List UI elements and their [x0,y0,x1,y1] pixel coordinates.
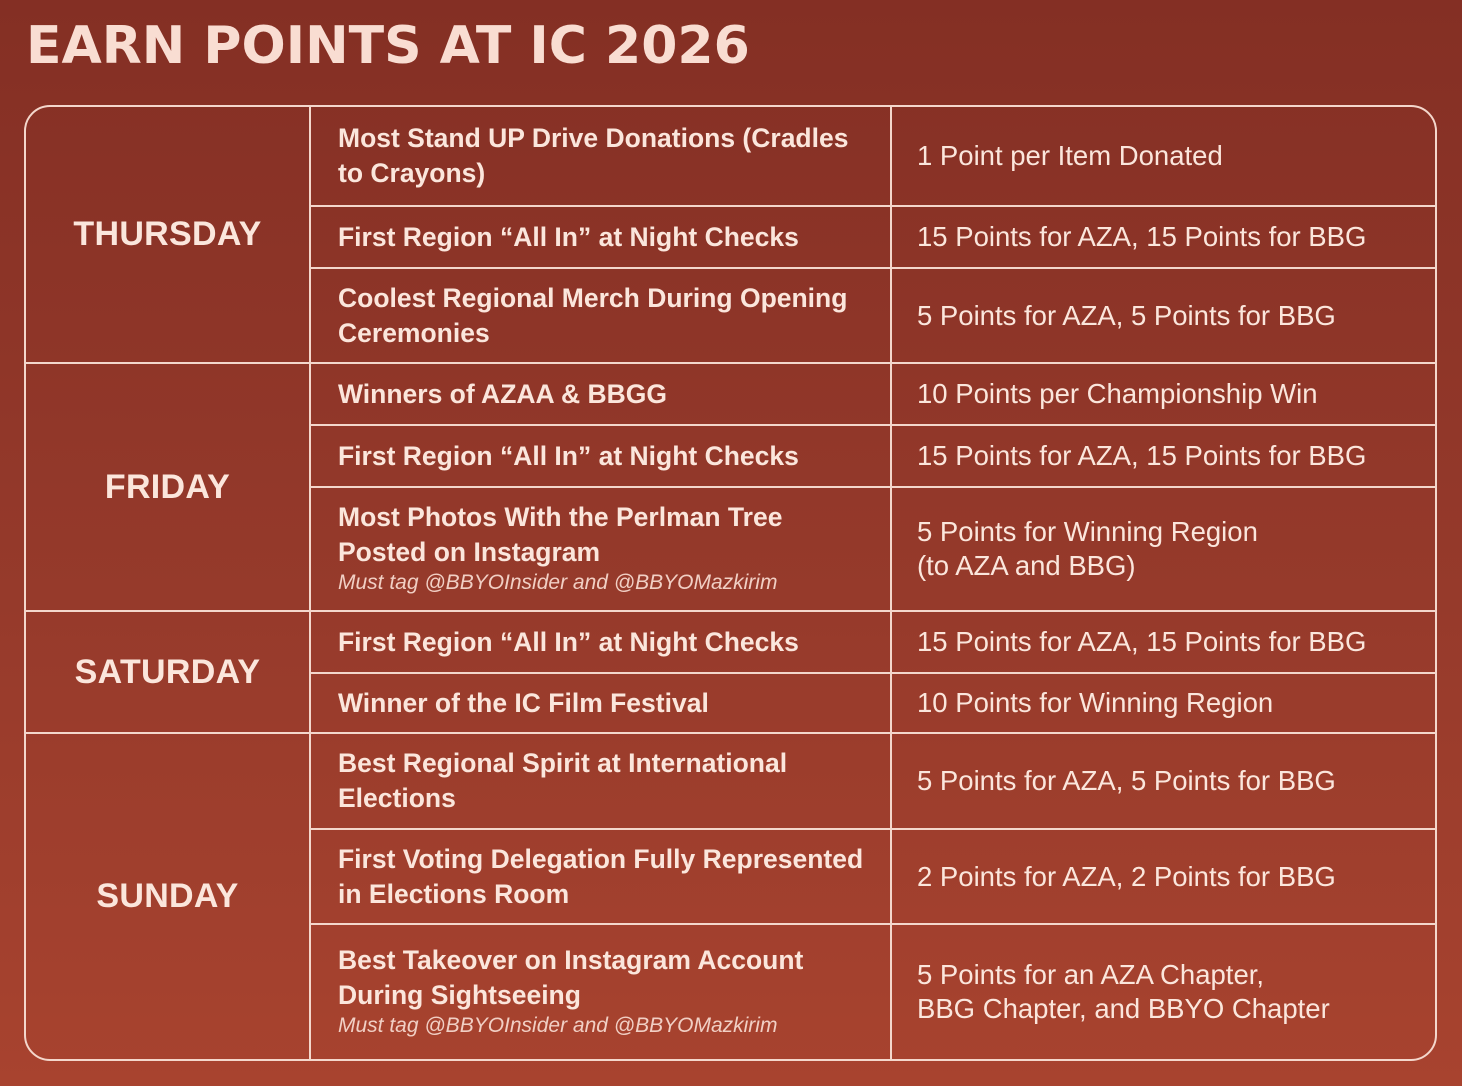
day-block-saturday [26,612,1435,734]
day-block-thursday [26,107,1435,364]
points-cell: 2 Points for AZA, 2 Points for BBG [917,860,1336,892]
table-row [311,426,1435,488]
table-row [311,364,1435,426]
points-cell: 5 Points for AZA, 5 Points for BBG [917,299,1336,331]
points-cell: 15 Points for AZA, 15 Points for BBG [917,221,1367,252]
points-cell: 10 Points per Championship Win [917,378,1318,409]
activity-rows [311,107,1435,362]
activity-cell [311,364,892,424]
activity-name: Winner of the IC Film Festival [338,687,709,718]
points-table [24,105,1437,1061]
activity-name: First Region “All In” at Night Checks [338,221,799,252]
day-block-friday [26,364,1435,612]
day-label-sunday: SUNDAY [26,734,311,1059]
table-row [311,488,1435,610]
points-cell: 15 Points for AZA, 15 Points for BBG [917,626,1367,657]
table-row [311,734,1435,830]
activity-name: Best Regional Spirit at International Elections [338,748,788,813]
activity-name: Most Stand UP Drive Donations (Cradles to Crayons) [338,123,849,188]
day-block-sunday [26,734,1435,1059]
points-cell: 1 Point per Item Donated [917,140,1223,171]
activity-name: Most Photos With the Perlman Tree Posted on Instagram [338,502,783,567]
table-row [311,107,1435,207]
table-row [311,830,1435,925]
activity-name: Best Takeover on Instagram Account During Sightseeing [338,945,804,1010]
activity-note: Must tag @BBYOInsider and @BBYOMazkirim [338,571,778,594]
points-cell: 5 Points for an AZA Chapter, BBG Chapter, and BBYO Chapter [917,959,1330,1024]
page-title: EARN POINTS AT IC 2026 [26,16,750,76]
table-row [311,674,1435,732]
activity-cell [311,269,892,362]
activity-cell [311,674,892,732]
activity-note: Must tag @BBYOInsider and @BBYOMazkirim [338,1014,778,1037]
activity-name: Winners of AZAA & BBGG [338,378,668,409]
day-label-thursday: THURSDAY [26,107,311,362]
day-label-friday: FRIDAY [26,364,311,610]
points-cell: 5 Points for Winning Region (to AZA and BBG) [917,516,1258,581]
table-row [311,925,1435,1059]
activity-cell [311,426,892,486]
activity-cell [311,925,892,1059]
activity-cell [311,207,892,267]
activity-cell [311,107,892,205]
activity-cell [311,612,892,672]
activity-cell [311,830,892,923]
activity-cell [311,488,892,610]
points-cell: 5 Points for AZA, 5 Points for BBG [917,765,1336,796]
activity-name: First Region “All In” at Night Checks [338,440,799,471]
table-row [311,269,1435,362]
activity-name: Coolest Regional Merch During Opening Ceremonies [338,282,848,348]
table-row [311,612,1435,674]
table-row [311,207,1435,269]
activity-cell [311,734,892,828]
activity-name: First Region “All In” at Night Checks [338,626,799,657]
activity-rows [311,364,1435,610]
points-cell: 10 Points for Winning Region [917,687,1274,718]
activity-rows [311,612,1435,732]
points-cell: 15 Points for AZA, 15 Points for BBG [917,440,1367,471]
activity-name: First Voting Delegation Fully Represented in Elections Room [338,843,864,909]
activity-rows [311,734,1435,1059]
day-label-saturday: SATURDAY [26,612,311,732]
